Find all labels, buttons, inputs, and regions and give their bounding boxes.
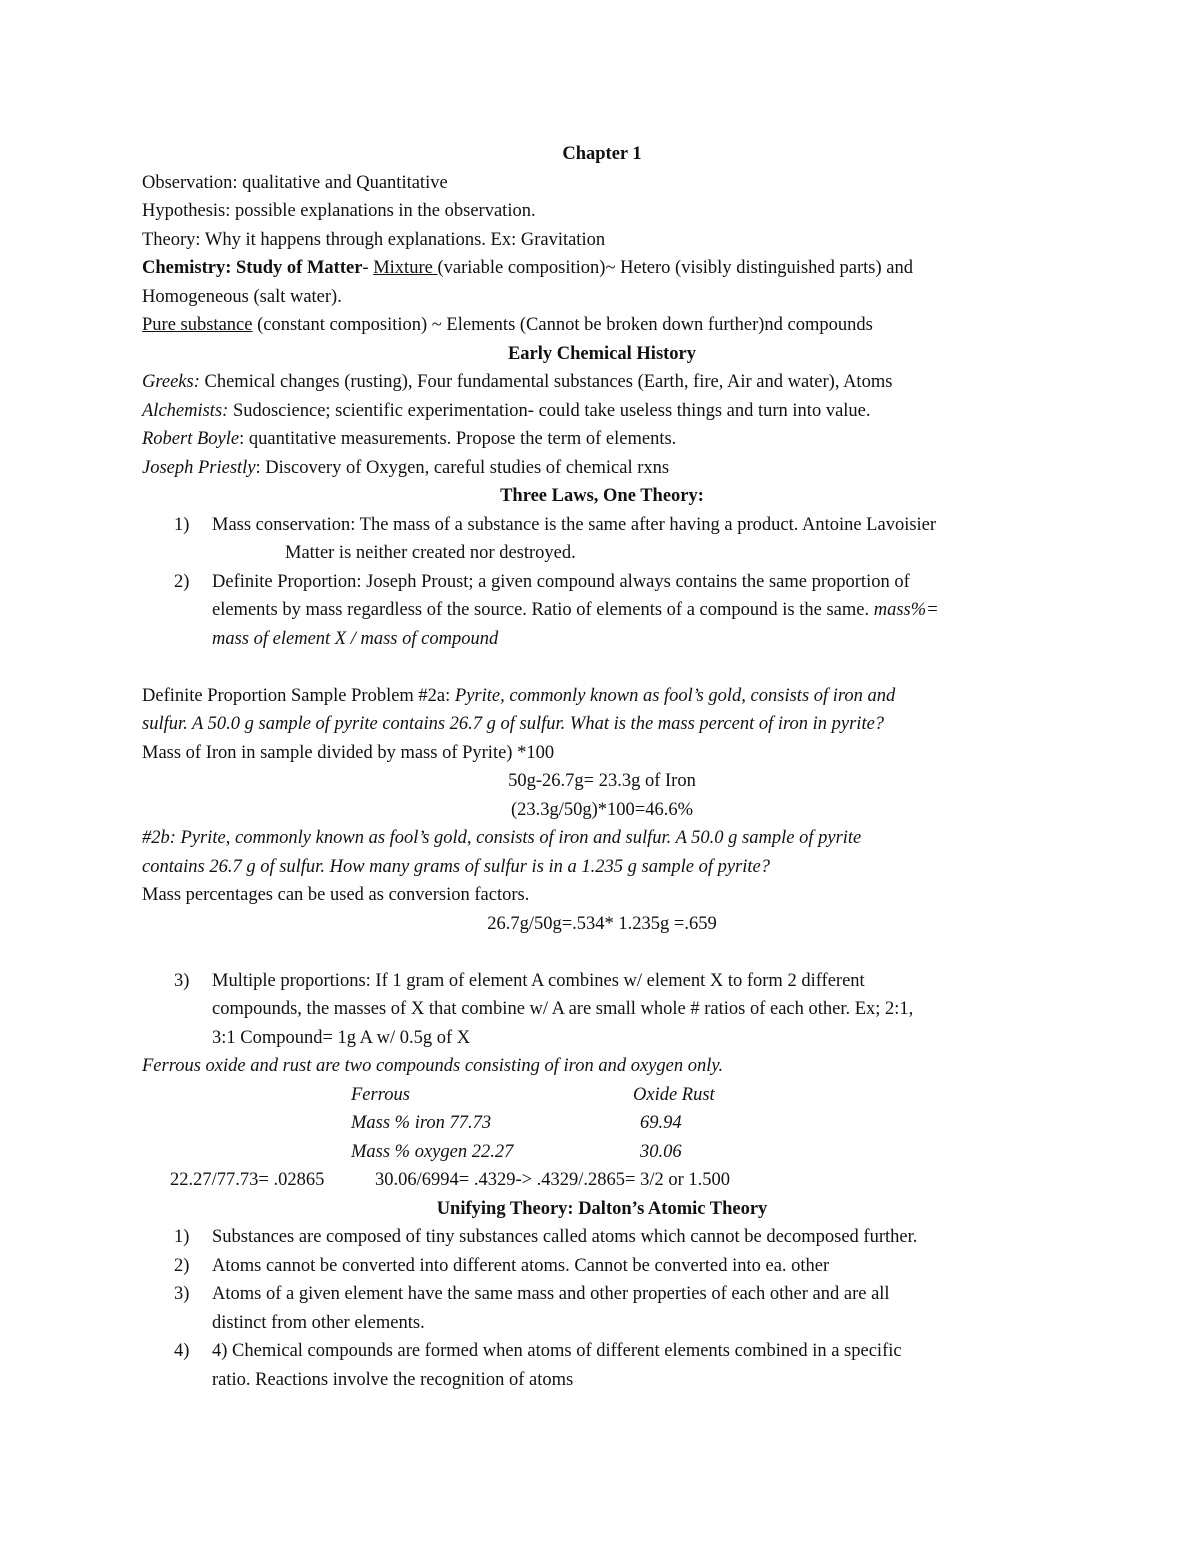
- dalton-item-4: [142, 1337, 1062, 1394]
- law-2-text: elements by mass regardless of the source. Ratio of elements of a compound is the same.: [212, 600, 874, 620]
- ferrous-intro: Ferrous oxide and rust are two compounds consisting of iron and oxygen only.: [142, 1056, 724, 1076]
- sample-calc-2: (23.3g/50g)*100=46.6%: [510, 799, 694, 820]
- homogeneous-line: Homogeneous (salt water).: [142, 286, 342, 307]
- law-item-3: [142, 967, 1062, 1053]
- dalton-item-1: [142, 1223, 1062, 1252]
- sample-question-2a: #2b: Pyrite, commonly known as fool’s gold, consists of iron and sulfur. A 50.0 g sample of pyrite: [142, 828, 862, 848]
- table-header-oxide-rust: Oxide Rust: [633, 1084, 715, 1105]
- sample-step-1: Mass of Iron in sample divided by mass of Pyrite) *100: [142, 742, 555, 763]
- greeks-text: Chemical changes (rusting), Four fundamental substances (Earth, fire, Air and water), Atoms: [199, 372, 893, 392]
- greeks-line: [142, 368, 1062, 397]
- sample-question-1b: sulfur. A 50.0 g sample of pyrite contains 26.7 g of sulfur. What is the mass percent of iron in pyrite?: [142, 714, 885, 734]
- priestly-label: Joseph Priestly: [142, 457, 256, 478]
- law-item-2: [142, 568, 1062, 654]
- table-cell-oxygen-rust: 30.06: [640, 1141, 682, 1162]
- list-number: 3): [174, 1284, 190, 1304]
- pure-substance-line: [142, 311, 1062, 340]
- ratio-calc-a: 22.27/77.73= .02865: [170, 1170, 325, 1190]
- ferrous-table-header: [142, 1081, 1062, 1110]
- mixture-label: Mixture: [373, 258, 438, 278]
- ferrous-table-row-iron: [142, 1109, 1062, 1138]
- pure-substance-label: Pure substance: [142, 315, 253, 335]
- dalton-4-line-2: ratio. Reactions involve the recognition of atoms: [212, 1369, 574, 1390]
- dalton-3-line-1: Atoms of a given element have the same mass and other properties of each other and are all: [212, 1284, 890, 1304]
- ratio-line: [142, 1166, 1062, 1195]
- law-item-1: [142, 511, 1062, 568]
- law-1-line-1: Mass conservation: The mass of a substance is the same after having a product. Antoine Lavoisier: [212, 514, 937, 535]
- chemistry-dash: -: [362, 258, 374, 278]
- observation-line: Observation: qualitative and Quantitative: [142, 172, 448, 193]
- ratio-calc-b: 30.06/6994= .4329-> .4329/.2865= 3/2 or 1.500: [375, 1170, 731, 1190]
- theory-line: Theory: Why it happens through explanations. Ex: Gravitation: [142, 229, 606, 250]
- table-cell-oxygen-label: Mass % oxygen 22.27: [351, 1141, 514, 1162]
- spacer: [142, 938, 1062, 967]
- mass-percent-formula: mass%=: [873, 600, 939, 620]
- law-3-line-2: compounds, the masses of X that combine w/ A are small whole # ratios of each other. Ex; 2:1,: [212, 999, 914, 1019]
- alchemists-label: Alchemists:: [142, 400, 229, 421]
- law-2-line-3: mass of element X / mass of compound: [212, 628, 499, 649]
- alchemists-line: [142, 397, 1062, 426]
- greeks-label: Greeks:: [142, 372, 200, 392]
- dalton-2-line-1: Atoms cannot be converted into different atoms. Cannot be converted into ea. other: [212, 1255, 830, 1276]
- list-number: 1): [174, 514, 190, 535]
- sample-calc-1: 50g-26.7g= 23.3g of Iron: [508, 771, 696, 791]
- ferrous-table-row-oxygen: [142, 1138, 1062, 1167]
- boyle-text: : quantitative measurements. Propose the term of elements.: [239, 429, 677, 449]
- chemistry-line: [142, 254, 1062, 283]
- history-heading: Early Chemical History: [507, 343, 697, 364]
- table-cell-iron-rust: 69.94: [640, 1113, 682, 1133]
- law-2-line-2: [212, 596, 1062, 625]
- table-header-ferrous: Ferrous: [351, 1084, 410, 1105]
- law-2-line-1: Definite Proportion: Joseph Proust; a given compound always contains the same proportion of: [212, 571, 910, 592]
- page-title: Chapter 1: [562, 144, 642, 164]
- dalton-item-2: [142, 1252, 1062, 1281]
- dalton-heading: Unifying Theory: Dalton’s Atomic Theory: [436, 1198, 768, 1219]
- hypothesis-line: Hypothesis: possible explanations in the observation.: [142, 201, 536, 221]
- table-cell-iron-label: Mass % iron 77.73: [351, 1113, 492, 1133]
- priestly-text: : Discovery of Oxygen, careful studies of chemical rxns: [255, 457, 670, 478]
- spacer: [142, 653, 1062, 682]
- list-number: 4): [174, 1341, 190, 1361]
- alchemists-text: Sudoscience; scientific experimentation- could take useless things and turn into value.: [228, 400, 871, 421]
- dalton-4-line-1: 4) Chemical compounds are formed when atoms of different elements combined in a specific: [212, 1341, 902, 1361]
- sample-problem-intro: Definite Proportion Sample Problem #2a:: [142, 685, 455, 706]
- document-page: [142, 140, 1062, 1394]
- dalton-item-3: [142, 1280, 1062, 1337]
- sample-question-1a: Pyrite, commonly known as fool’s gold, consists of iron and: [454, 685, 896, 706]
- boyle-label: Robert Boyle: [142, 429, 240, 449]
- law-3-line-3: 3:1 Compound= 1g A w/ 0.5g of X: [212, 1027, 471, 1048]
- laws-heading: Three Laws, One Theory:: [500, 486, 704, 506]
- pure-substance-text: (constant composition) ~ Elements (Cannot be broken down further)nd compounds: [252, 315, 873, 335]
- dalton-1-line-1: Substances are composed of tiny substances called atoms which cannot be decomposed further.: [212, 1227, 918, 1247]
- mixture-text: (variable composition)~ Hetero (visibly distinguished parts) and: [437, 258, 913, 278]
- sample-question-2b: contains 26.7 g of sulfur. How many grams of sulfur is in a 1.235 g sample of pyrite?: [142, 856, 770, 877]
- boyle-line: [142, 425, 1062, 454]
- list-number: 2): [174, 571, 190, 592]
- chemistry-label: Chemistry: Study of Matter: [142, 258, 363, 278]
- sample-problem-line-1: [142, 682, 1062, 711]
- priestly-line: [142, 454, 1062, 483]
- sample-calc-3: 26.7g/50g=.534* 1.235g =.659: [487, 913, 717, 934]
- law-1-line-2: Matter is neither created nor destroyed.: [285, 543, 576, 563]
- sample-note: Mass percentages can be used as conversion factors.: [142, 885, 530, 905]
- dalton-3-line-2: distinct from other elements.: [212, 1312, 425, 1333]
- list-number: 1): [174, 1227, 190, 1247]
- list-number: 3): [174, 970, 190, 991]
- law-3-line-1: Multiple proportions: If 1 gram of element A combines w/ element X to form 2 different: [212, 970, 865, 991]
- list-number: 2): [174, 1255, 190, 1276]
